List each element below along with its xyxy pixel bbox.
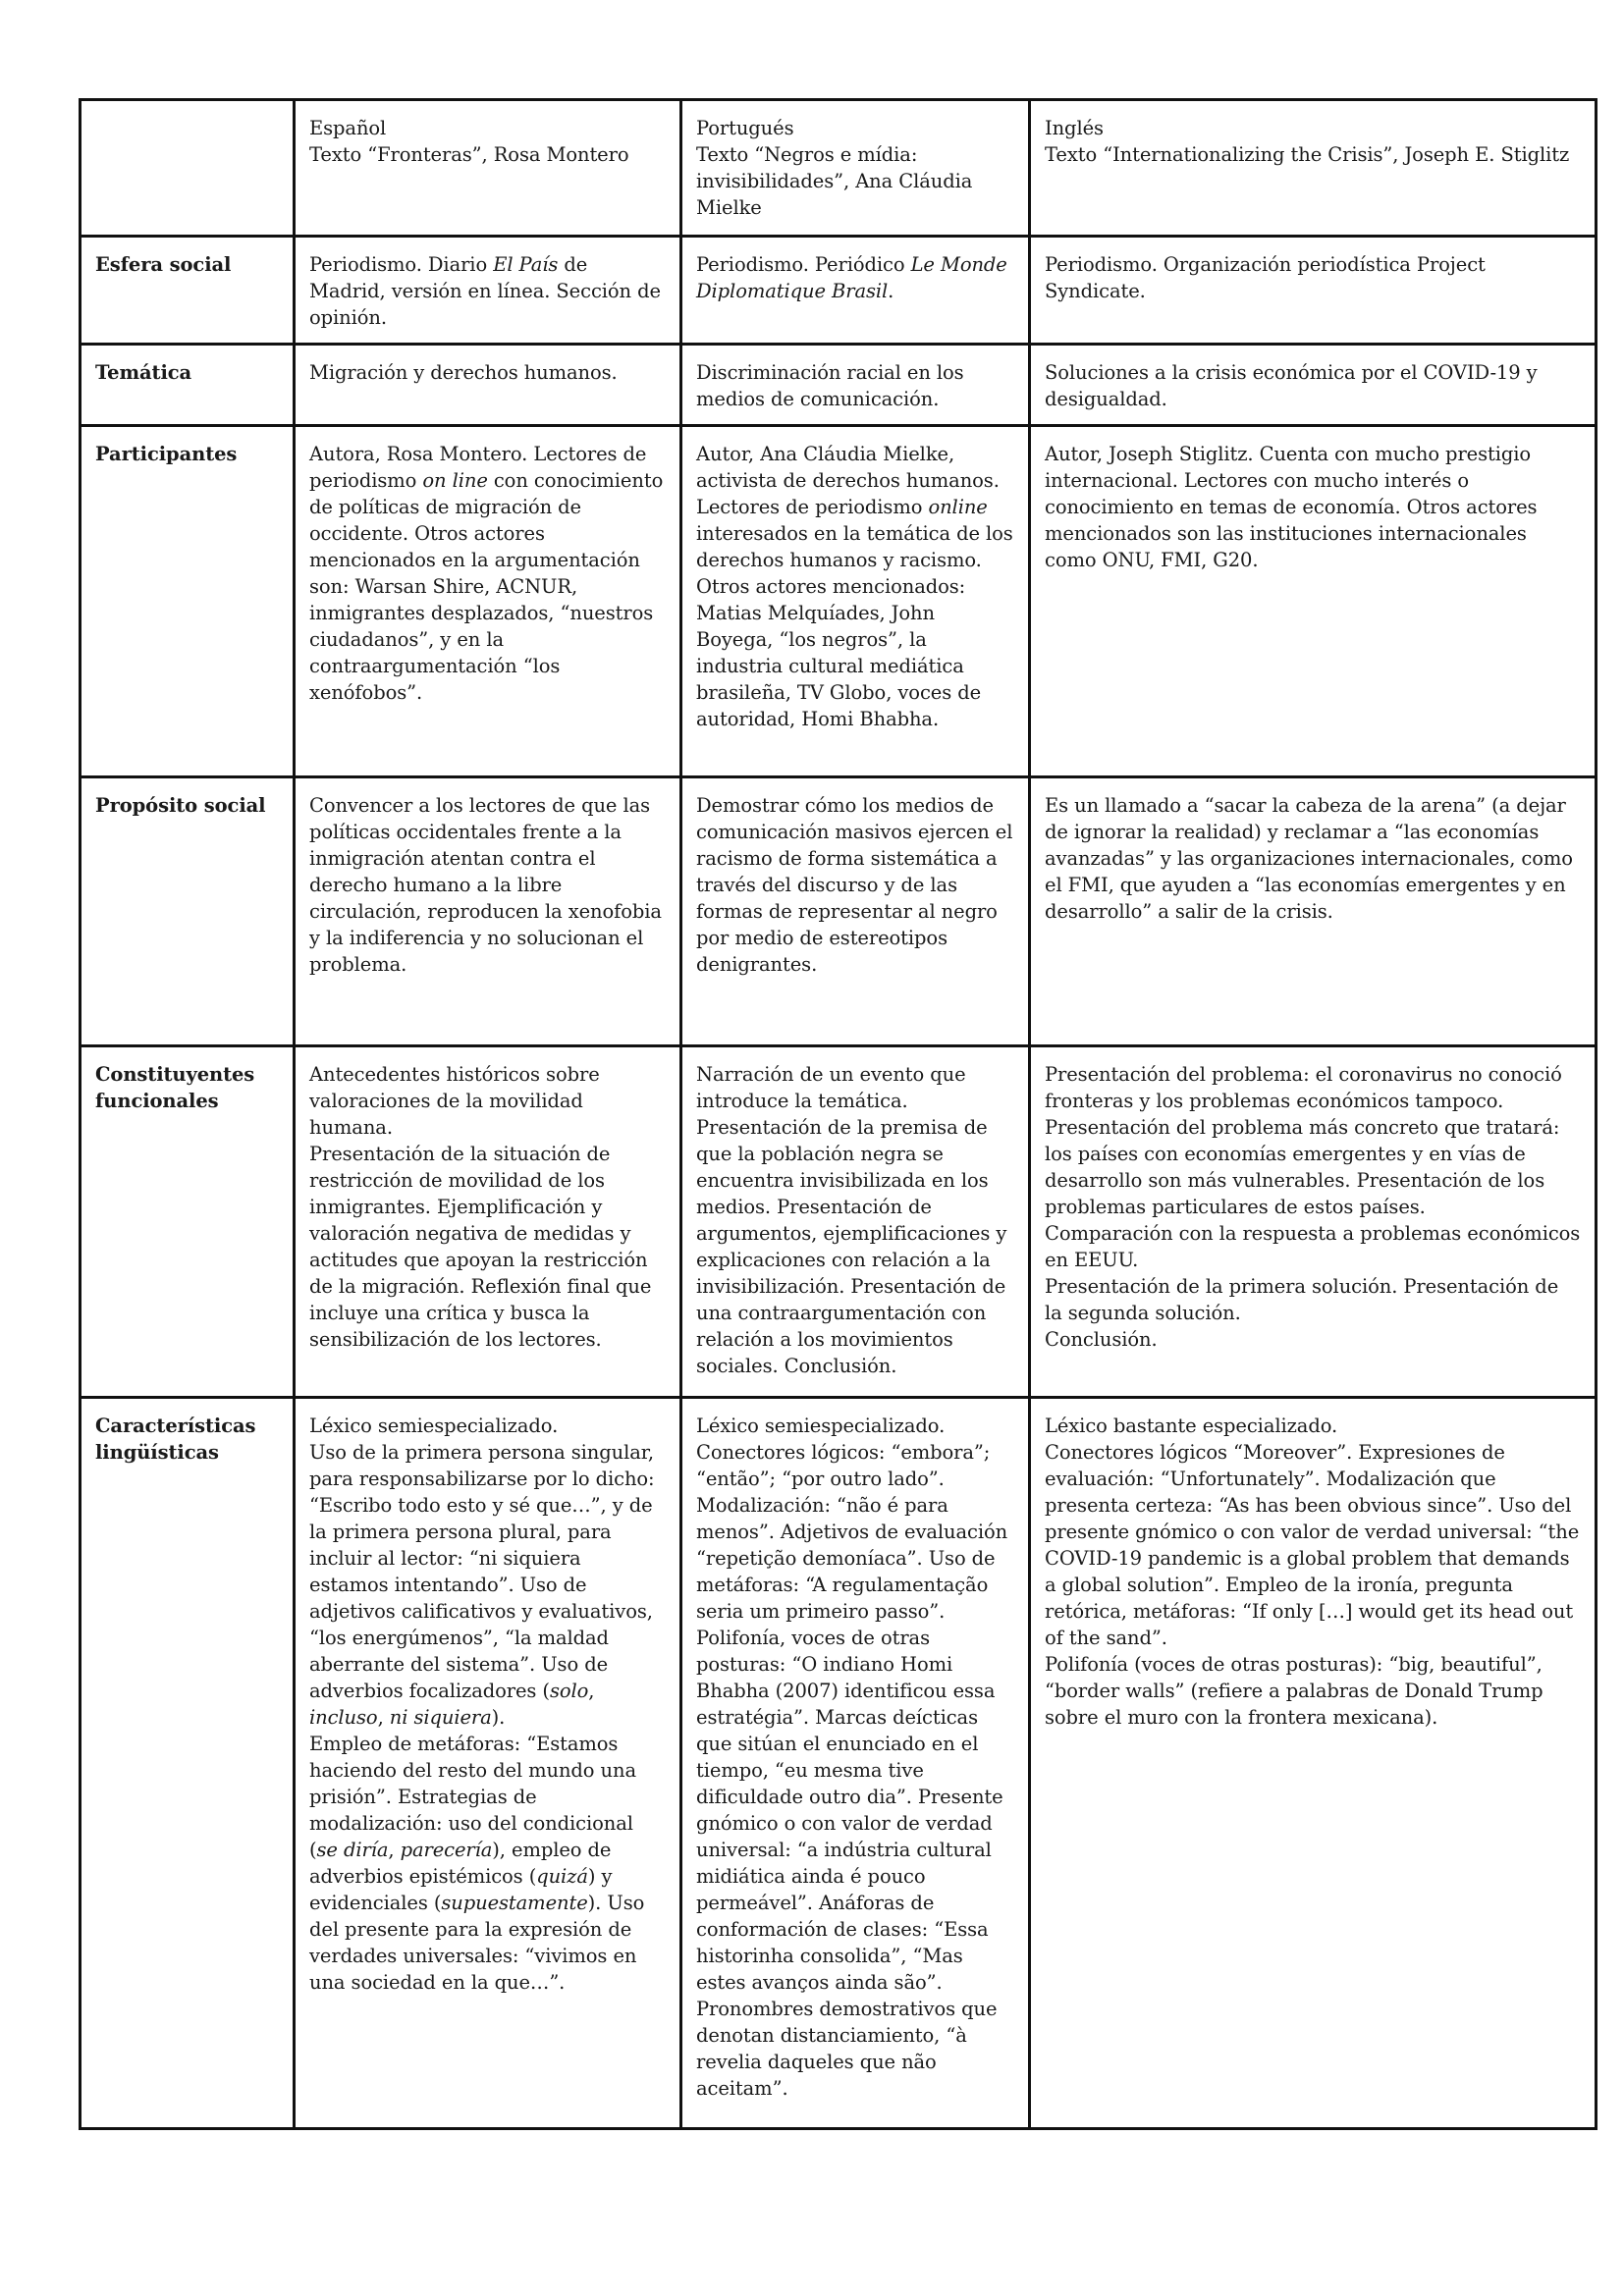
cell-spanish (295, 1398, 681, 2129)
cell-line: Conectores lógicos “Moreover”. Expresiones de evaluación: “Unfortunately”. Modalización que presenta certeza: “As has been obvious since”. Uso del presente gnómico o con valor de verdad universal: “the COVID-19 pandemic is a global problem that demands a global solution”. Empleo de la ironía, pregunta retórica, metáforas: “If only […] would get its head out of the sand”. (1045, 1441, 1580, 1649)
cell-text: Uso de la primera persona singular, para responsabilizarse por lo dicho: “Escribo todo esto y sé que…”, y de la primera persona plural, para incluir al lector: “ni siquiera estamos intentando”. Uso de adjetivos calificativos y evaluativos, “los energúmenos”, “la maldad aberrante del sistema”. Uso de adverbios focalizadores ( (309, 1441, 655, 1702)
cell-portuguese (681, 1398, 1030, 2129)
cell-text-italic: quizá (536, 1865, 588, 1888)
cell-spanish (295, 237, 681, 345)
cell-text-italic: El País (493, 253, 559, 276)
cell-line: Léxico semiespecializado. (696, 1415, 946, 1437)
cell-spanish: Migración y derechos humanos. (295, 345, 681, 426)
cell-english: Soluciones a la crisis económica por el COVID-19 y desigualdad. (1030, 345, 1597, 426)
row-constituyentes-funcionales (81, 1046, 1597, 1398)
row-label: Temática (81, 345, 295, 426)
row-tematica (81, 345, 1597, 426)
cell-text: ). Uso del presente para la expresión de verdades universales: “vivimos en una sociedad en la que…”. (309, 1892, 645, 1994)
corner-cell (81, 100, 295, 237)
comparison-table-container (79, 98, 1595, 2130)
cell-text-italic: online (928, 496, 988, 518)
cell-text: Autora, Rosa Montero. Lectores de periodismo (309, 443, 647, 492)
row-proposito-social (81, 777, 1597, 1046)
cell-line: Léxico semiespecializado. (309, 1415, 559, 1437)
header-row (81, 100, 1597, 237)
cell-text: de Madrid, versión en línea. Sección de opinión. (309, 253, 661, 329)
cell-english (1030, 1398, 1597, 2129)
cell-text-italic: Le Monde Diplomatique Brasil (696, 253, 1007, 302)
cell-line: Presentación de la primera solución. Presentación de la segunda solución. (1045, 1275, 1559, 1324)
cell-text: ) y evidenciales ( (309, 1865, 613, 1914)
header-cell-english (1030, 100, 1597, 237)
cell-portuguese (681, 426, 1030, 777)
cell-paragraph (309, 1439, 666, 1731)
header-text-title: Texto “Fronteras”, Rosa Montero (309, 143, 629, 166)
cell-text: , (588, 1680, 595, 1702)
cell-line: Presentación de la premisa de que la población negra se encuentra invisibilizada en los medios. Presentación de argumentos, ejemplificaciones y explicaciones con relación a la invisibilización. Presentación de una contraargumentación con relación a los movimientos sociales. Conclusión. (696, 1116, 1007, 1377)
cell-text-italic: incluso (309, 1706, 378, 1729)
cell-portuguese: Discriminación racial en los medios de comunicación. (681, 345, 1030, 426)
row-label: Propósito social (81, 777, 295, 1046)
comparison-table (79, 98, 1597, 2130)
cell-line: Presentación del problema más concreto que tratará: los países con economías emergentes y en vías de desarrollo son más vulnerables. Presentación de los problemas particulares de estos países. (1045, 1116, 1560, 1218)
cell-spanish: Convencer a los lectores de que las políticas occidentales frente a la inmigración atentan contra el derecho humano a la libre circulación, reproducen la xenofobia y la indiferencia y no solucionan el problema. (295, 777, 681, 1046)
cell-english: Autor, Joseph Stiglitz. Cuenta con mucho prestigio internacional. Lectores con mucho interés o conocimiento en temas de economía. Otros actores mencionados son las instituciones internacionales como ONU, FMI, G20. (1030, 426, 1597, 777)
row-participantes (81, 426, 1597, 777)
cell-line: Presentación del problema: el coronavirus no conoció fronteras y los problemas económicos tampoco. (1045, 1063, 1562, 1112)
cell-line: Polifonía (voces de otras posturas): “big, beautiful”, “border walls” (refiere a palabras de Donald Trump sobre el muro con la frontera mexicana). (1045, 1653, 1543, 1729)
header-language: Español (309, 117, 387, 139)
cell-text: , (377, 1706, 390, 1729)
cell-text-italic: on line (422, 469, 488, 492)
cell-line: Léxico bastante especializado. (1045, 1415, 1338, 1437)
cell-portuguese: Demostrar cómo los medios de comunicación masivos ejercen el racismo de forma sistemática a través del discurso y de las formas de representar al negro por medio de estereotipos denigrantes. (681, 777, 1030, 1046)
cell-text: interesados en la temática de los derechos humanos y racismo. Otros actores mencionados: Matias Melquíades, John Boyega, “los negros”, la industria cultural mediática brasileña, TV Globo, voces de autoridad, Homi Bhabha. (696, 522, 1013, 730)
row-label: Constituyentes funcionales (81, 1046, 295, 1398)
cell-text: con conocimiento de políticas de migración de occidente. Otros actores mencionados en la argumentación son: Warsan Shire, ACNUR, inmigrantes desplazados, “nuestros ciudadanos”, y en la contraargumentación “los xenófobos”. (309, 469, 664, 704)
cell-line: Antecedentes históricos sobre valoraciones de la movilidad humana. (309, 1063, 600, 1139)
cell-spanish (295, 426, 681, 777)
cell-text-italic: se diría (316, 1839, 389, 1861)
cell-text: Empleo de metáforas: “Estamos haciendo del resto del mundo una prisión”. Estrategias de modalización: uso del condicional ( (309, 1733, 636, 1861)
cell-text: . (888, 280, 894, 302)
cell-line: Conectores lógicos: “embora”; “então”; “por outro lado”. Modalización: “não é para menos”. Adjetivos de evaluación “repetição demoníaca”. Uso de metáforas: “A regulamentação seria um primeiro passo”. Polifonía, voces de otras posturas: “O indiano Homi Bhabha (2007) identificou essa estratégia”. Marcas deícticas que sitúan el enunciado en el tiempo, “eu mesma tive dificuldade outro dia”. Presente gnómico o con valor de verdad universal: “a indústria cultural midiática ainda é pouco permeável”. Anáforas de conformación de clases: “Essa historinha consolida”, “Mas estes avanços ainda são”. Pronombres demostrativos que denotan distanciamiento, “à revelia daqueles que não aceitam”. (696, 1441, 1008, 2100)
header-text-title: Texto “Internationalizing the Crisis”, Joseph E. Stiglitz (1045, 143, 1570, 166)
cell-spanish (295, 1046, 681, 1398)
cell-portuguese (681, 1046, 1030, 1398)
header-text-title: Texto “Negros e mídia: invisibilidades”, Ana Cláudia Mielke (696, 143, 973, 219)
cell-text: Periodismo. Periódico (696, 253, 911, 276)
cell-text: ). (491, 1706, 506, 1729)
cell-text-italic: solo (549, 1680, 589, 1702)
cell-line: Conclusión. (1045, 1328, 1158, 1351)
cell-text: Periodismo. Diario (309, 253, 494, 276)
header-cell-spanish (295, 100, 681, 237)
cell-text: , (388, 1839, 401, 1861)
cell-text-italic: supuestamente (441, 1892, 588, 1914)
header-language: Inglés (1045, 117, 1104, 139)
cell-portuguese (681, 237, 1030, 345)
header-language: Portugués (696, 117, 794, 139)
header-cell-portuguese (681, 100, 1030, 237)
row-label: Esfera social (81, 237, 295, 345)
cell-paragraph (309, 1731, 666, 1996)
cell-line: Narración de un evento que introduce la temática. (696, 1063, 966, 1112)
row-label: Características lingüísticas (81, 1398, 295, 2129)
cell-text-italic: parecería (400, 1839, 493, 1861)
cell-line: Presentación de la situación de restricción de movilidad de los inmigrantes. Ejemplificación y valoración negativa de medidas y actitudes que apoyan la restricción de la migración. Reflexión final que incluye una crítica y busca la sensibilización de los lectores. (309, 1143, 652, 1351)
cell-english (1030, 1046, 1597, 1398)
cell-text: Autor, Ana Cláudia Mielke, activista de derechos humanos. Lectores de periodismo (696, 443, 1000, 518)
cell-english: Es un llamado a “sacar la cabeza de la arena” (a dejar de ignorar la realidad) y reclamar a “las economías avanzadas” y las organizaciones internacionales, como el FMI, que ayuden a “las economías emergentes y en desarrollo” a salir de la crisis. (1030, 777, 1597, 1046)
cell-line: Comparación con la respuesta a problemas económicos en EEUU. (1045, 1222, 1581, 1271)
row-label: Participantes (81, 426, 295, 777)
cell-text-italic: ni siquiera (389, 1706, 492, 1729)
cell-text: ), empleo de adverbios epistémicos ( (309, 1839, 612, 1888)
row-caracteristicas-linguisticas (81, 1398, 1597, 2129)
row-esfera-social (81, 237, 1597, 345)
cell-english: Periodismo. Organización periodística Project Syndicate. (1030, 237, 1597, 345)
